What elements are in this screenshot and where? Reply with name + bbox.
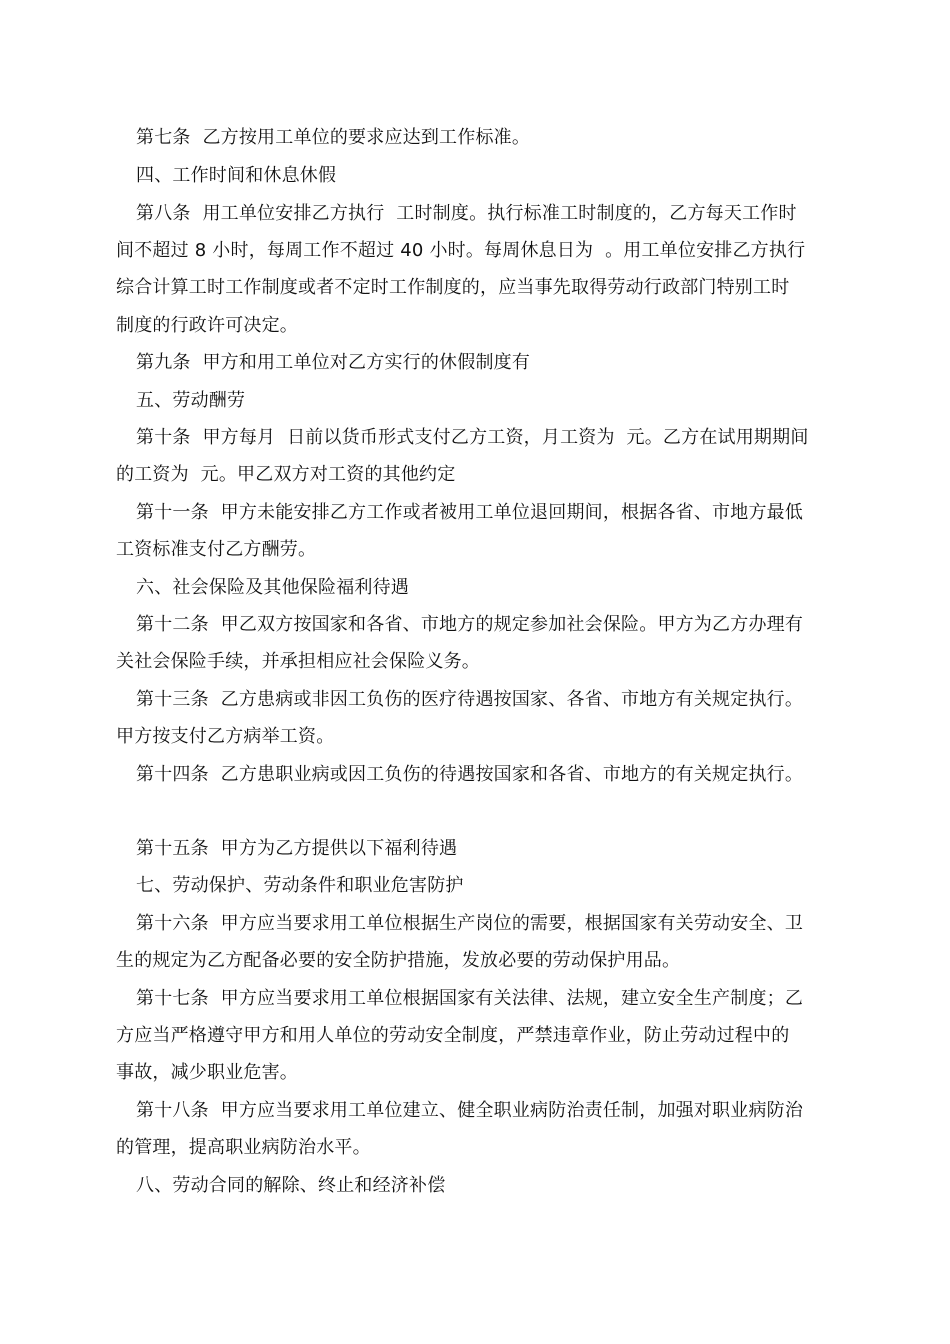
paragraph-line: 第十六条 甲方应当要求用工单位根据生产岗位的需要，根据国家有关劳动安全、卫 <box>136 913 804 934</box>
section-heading: 七、劳动保护、劳动条件和职业危害防护 <box>136 875 464 896</box>
section-heading: 五、劳动酬劳 <box>136 390 246 411</box>
paragraph-line: 第七条 乙方按用工单位的要求应达到工作标准。 <box>136 127 531 148</box>
paragraph-line: 第九条 甲方和用工单位对乙方实行的休假制度有 <box>136 352 531 373</box>
paragraph-line: 事故，减少职业危害。 <box>116 1062 298 1083</box>
paragraph-line: 第十一条 甲方未能安排乙方工作或者被用工单位退回期间，根据各省、市地方最低 <box>136 502 804 523</box>
paragraph-line: 第十七条 甲方应当要求用工单位根据国家有关法律、法规，建立安全生产制度；乙 <box>136 988 804 1009</box>
paragraph-line: 第十条 甲方每月 日前以货币形式支付乙方工资，月工资为 元。乙方在试用期期间 <box>136 427 809 448</box>
paragraph-line: 第八条 用工单位安排乙方执行 工时制度。执行标准工时制度的，乙方每天工作时 <box>136 203 797 224</box>
paragraph-line: 制度的行政许可决定。 <box>116 315 298 336</box>
paragraph-line: 第十四条 乙方患职业病或因工负伤的待遇按国家和各省、市地方的有关规定执行。 <box>136 764 804 785</box>
section-heading: 六、社会保险及其他保险福利待遇 <box>136 577 409 598</box>
paragraph-line: 第十三条 乙方患病或非因工负伤的医疗待遇按国家、各省、市地方有关规定执行。 <box>136 689 804 710</box>
paragraph-line: 第十八条 甲方应当要求用工单位建立、健全职业病防治责任制，加强对职业病防治 <box>136 1100 804 1121</box>
paragraph-line: 第十二条 甲乙双方按国家和各省、市地方的规定参加社会保险。甲方为乙方办理有 <box>136 614 804 635</box>
paragraph-line: 第十五条 甲方为乙方提供以下福利待遇 <box>136 838 458 859</box>
paragraph-line: 间不超过 8 小时，每周工作不超过 40 小时。每周休息日为 。用工单位安排乙方执行 <box>116 240 806 261</box>
paragraph-line: 方应当严格遵守甲方和用人单位的劳动安全制度，严禁违章作业，防止劳动过程中的 <box>116 1025 790 1046</box>
paragraph-line: 工资标准支付乙方酬劳。 <box>116 539 317 560</box>
paragraph-line: 生的规定为乙方配备必要的安全防护措施，发放必要的劳动保护用品。 <box>116 950 681 971</box>
section-heading: 八、劳动合同的解除、终止和经济补偿 <box>136 1175 446 1196</box>
paragraph-line: 的管理，提高职业病防治水平。 <box>116 1137 371 1158</box>
paragraph-line: 关社会保险手续，并承担相应社会保险义务。 <box>116 651 480 672</box>
section-heading: 四、工作时间和休息休假 <box>136 165 337 186</box>
paragraph-line: 的工资为 元。甲乙双方对工资的其他约定 <box>116 464 456 485</box>
paragraph-line: 甲方按支付乙方病举工资。 <box>116 726 335 747</box>
paragraph-line: 综合计算工时工作制度或者不定时工作制度的，应当事先取得劳动行政部门特别工时 <box>116 277 790 298</box>
